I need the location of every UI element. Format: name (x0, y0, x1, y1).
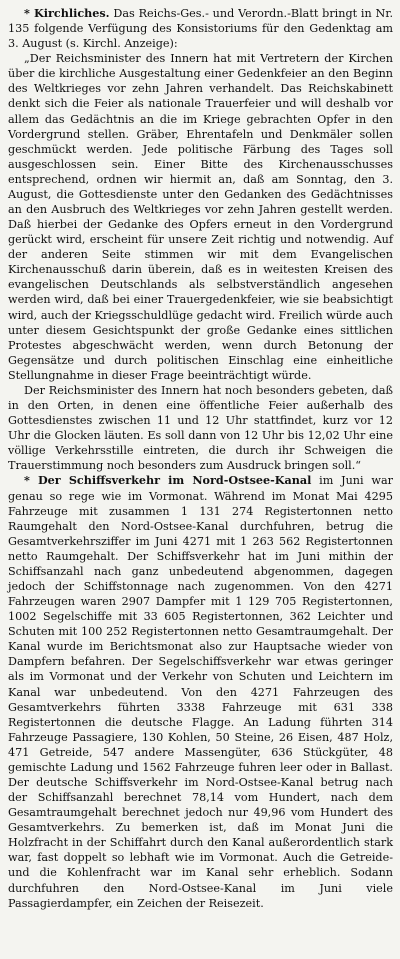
quote-paragraph-2: Der Reichsminister des Innern hat noch besonders gebeten, daß in den Orten, in denen eine öffentliche Feier außerhalb des Gottesdienstes zwischen 11 und 12 Uhr stattfindet, kurz vor 12 Uhr die Glocken läuten. Es soll dann von 12 Uhr bis 12,02 Uhr eine völlige Verkehrsstille eintreten, die durch ihr Schweigen die Trauerstimmung noch besonders zum Ausdruck bringen soll.“ (8, 383, 393, 473)
article-schiffsverkehr (8, 473, 393, 910)
article-body-paragraph (8, 473, 393, 910)
article-heading: * Der Schiffsverkehr im Nord-Ostsee-Kanal (24, 473, 312, 488)
article-body-text: im Juni war genau so rege wie im Vormonat. Während im Monat Mai 4295 Fahrzeuge mit zusammen 1 131 274 Registertonnen netto Raumgehalt den Nord-Ostsee-Kanal durchfuhren, betrug die Gesamtverkehrsziffer im Juni 4271 mit 1 263 562 Registertonnen netto Raumgehalt. Der Schiffsverkehr hat im Juni mithin der Schiffsanzahl nach ganz unbedeutend abgenommen, dagegen jedoch der Schiffstonnage nach zugenommen. Von den 4271 Fahrzeugen waren 2907 Dampfer mit 1 129 705 Registertonnen, 1002 Segelschiffe mit 33 605 Registertonnen, 362 Leichter und Schuten mit 100 252 Registertonnen netto Gesamtraumgehalt. Der Kanal wurde im Berichtsmonat also zur Hauptsache wieder von Dampfern befahren. Der Segelschiffsverkehr war etwas geringer als im Vormonat und der Verkehr von Schuten und Leichtern im Kanal war unbedeutend. Von den 4271 Fahrzeugen des Gesamtverkehrs führten 3338 Fahrzeuge mit 631 338 Registertonnen die deutsche Flagge. An Ladung führten 314 Fahrzeuge Passagiere, 130 Kohlen, 50 Steine, 26 Eisen, 487 Holz, 471 Getreide, 547 andere Massengüter, 636 Stückgüter, 48 gemischte Ladung und 1562 Fahrzeuge fuhren leer oder in Ballast. Der deutsche Schiffsverkehr im Nord-Ostsee-Kanal betrug nach der Schiffsanzahl berechnet 78,14 vom Hundert, nach dem Gesamtraumgehalt berechnet jedoch nur 49,96 vom Hundert des Gesamtverkehrs. Zu bemerken ist, daß im Monat Juni die Holzfracht in der Schiffahrt durch den Kanal außerordentlich stark war, fast doppelt so lebhaft wie im Vormonat. Auch die Getreide- und die Kohlenfracht war im Kanal sehr erheblich. Sodann durchfuhren den Nord-Ostsee-Kanal im Juni viele Passagierdampfer, ein Zeichen der Reisezeit. (8, 474, 393, 910)
article-heading: * Kirchliches. (24, 6, 110, 20)
article-intro-paragraph (8, 6, 393, 51)
quote-paragraph-1: „Der Reichsminister des Innern hat mit Vertretern der Kirchen über die kirchliche Ausgestaltung einer Gedenkfeier an den Beginn des Weltkrieges vor zehn Jahren verhandelt. Das Reichskabinett denkt sich die Feier als nationale Trauerfeier und will deshalb vor allem das Gedächtnis an die im Kriege gebrachten Opfer in den Vordergrund stellen. Gräber, Ehrentafeln und Denkmäler sollen geschmückt werden. Jede politische Färbung des Tages soll ausgeschlossen sein. Einer Bitte des Kirchenausschusses entsprechend, ordnen wir hiermit an, daß am Sonntag, den 3. August, die Gottesdienste unter den Gedanken des Gedächtnisses an den Ausbruch des Weltkrieges vor zehn Jahren gestellt werden. Daß hierbei der Gedanke des Opfers erneut in den Vordergrund gerückt wird, erscheint für unsere Zeit richtig und notwendig. Auf der anderen Seite stimmen wir mit dem Evangelischen Kirchenausschuß darin überein, daß es in weitesten Kreisen des evangelischen Deutschlands als selbstverständlich angesehen werden wird, daß bei einer Trauergedenkfeier, wie sie beabsichtigt wird, auch der Kriegsschuldlüge gedacht wird. Freilich würde auch unter diesem Gesichtspunkt der große Gedanke eines sittlichen Protestes abgeschwächt werden, wenn durch Betonung der Gegensätze und durch politischen Einschlag eine einheitliche Stellungnahme in dieser Frage beeinträchtigt würde. (8, 52, 393, 382)
article-kirchliches (8, 6, 393, 473)
article-intro-text: Das Reichs-Ges.- und Verordn.-Blatt bringt in Nr. 135 folgende Verfügung des Konsistoriums für den Gedenktag am 3. August (s. Kirchl. Anzeige): (8, 7, 393, 51)
